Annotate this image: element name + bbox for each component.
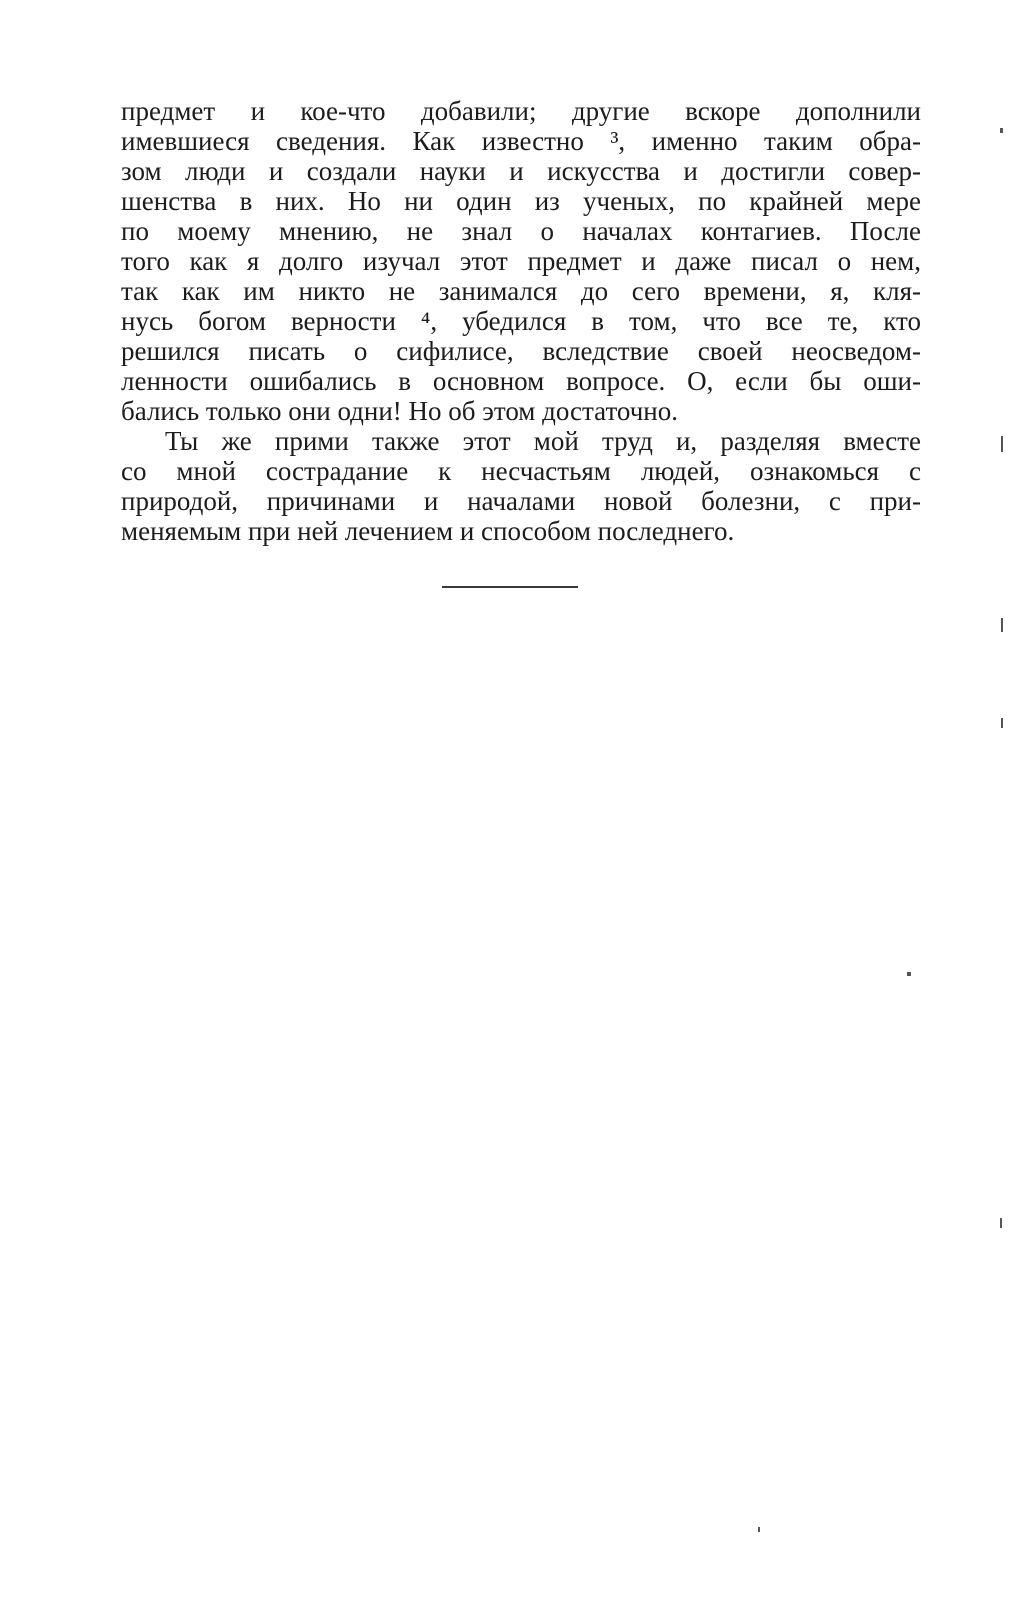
text-line: того как я долго изучал этот предмет и даже писал о нем,	[121, 246, 921, 276]
text-line: имевшиеся сведения. Как известно ³, именно таким обра-	[121, 126, 921, 156]
scan-speck	[907, 972, 911, 976]
section-divider	[442, 586, 578, 588]
text-line: решился писать о сифилисе, вследствие своей неосведом-	[121, 336, 921, 366]
text-line: зом люди и создали науки и искусства и достигли совер-	[121, 156, 921, 186]
paragraph-2	[121, 426, 921, 546]
body-text	[121, 96, 921, 546]
text-line: так как им никто не занимался до сего времени, я, кля-	[121, 276, 921, 306]
text-line: предмет и кое-что добавили; другие вскоре дополнили	[121, 96, 921, 126]
text-line: ленности ошибались в основном вопросе. О, если бы оши-	[121, 366, 921, 396]
scan-speck	[1001, 618, 1003, 632]
text-line: бались только они одни! Но об этом достаточно.	[121, 396, 678, 426]
text-line: со мной сострадание к несчастьям людей, ознакомься с	[121, 456, 921, 486]
paragraph-1	[121, 96, 921, 426]
text-line: Ты же прими также этот мой труд и, разделяя вместе	[165, 426, 921, 456]
scan-speck	[1000, 128, 1003, 133]
text-line: нусь богом верности ⁴, убедился в том, что все те, кто	[121, 306, 921, 336]
scan-speck	[1001, 718, 1003, 728]
text-line: природой, причинами и началами новой болезни, с при-	[121, 486, 921, 516]
scan-speck	[758, 1527, 760, 1532]
text-line: по моему мнению, не знал о началах контагиев. После	[121, 216, 921, 246]
text-line: меняемым при ней лечением и способом последнего.	[121, 516, 735, 546]
scan-speck	[1001, 436, 1003, 452]
text-line: шенства в них. Но ни один из ученых, по крайней мере	[121, 186, 921, 216]
scan-speck	[1000, 1218, 1002, 1228]
